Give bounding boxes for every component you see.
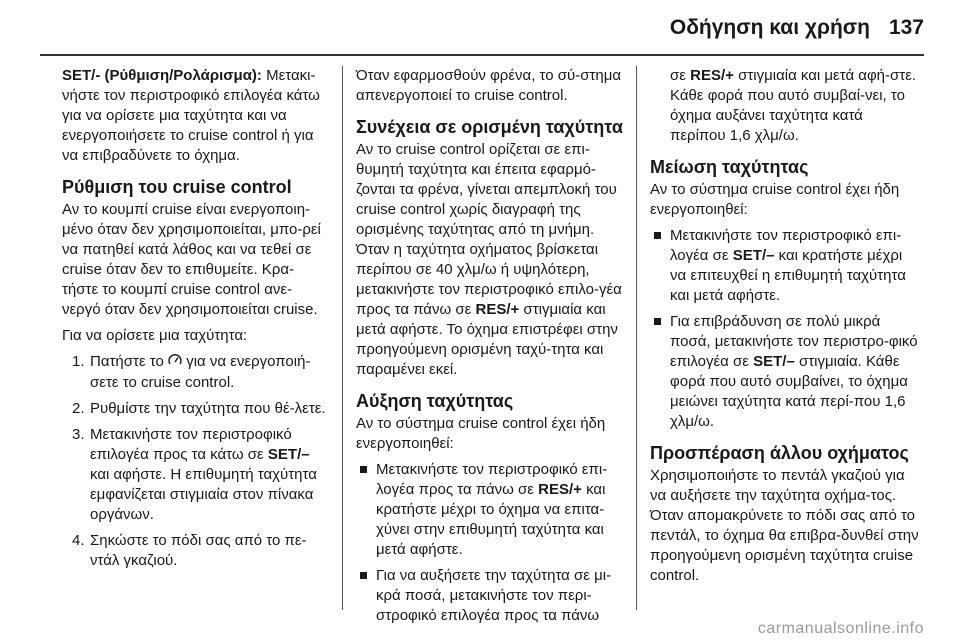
step-number: 2. [72, 400, 85, 417]
page-header [0, 0, 960, 54]
column-3 [650, 66, 920, 592]
section-heading: Προσπέραση άλλου οχήματος [650, 443, 909, 463]
list-item [62, 425, 330, 525]
text: Μετακινήστε τον περιστροφικό επι-λογέα προς τα πάνω σε [376, 461, 608, 498]
bullet-list [650, 226, 920, 432]
column-2 [356, 66, 624, 632]
column-1 [62, 66, 330, 577]
control-label: SET/– [267, 446, 310, 463]
control-label: SET/– [732, 247, 775, 264]
text: Για να αυξήσετε την ταχύτητα σε μι-κρά ποσά, μετακινήστε τον περι-στροφικό επιλογέα προς τα πάνω [376, 567, 612, 624]
control-label: SET/– [753, 353, 795, 370]
paragraph: Αν το κουμπί cruise είναι ενεργοποιη-μένο όταν δεν χρησιμοποιείται, μπο-ρεί να πατηθεί κατά λάθος και να τεθεί σε cruise όταν δεν το επιθυμείτε. Κρα-τήστε το κουμπί cruise control ανε-νεργό όταν δεν χρησιμοποιείται cruise. [62, 201, 321, 318]
section-heading: Αύξηση ταχύτητας [356, 391, 514, 411]
paragraph [62, 66, 330, 166]
paragraph: Αν το σύστημα cruise control έχει ήδη ενεργοποιηθεί: [650, 181, 900, 218]
page-title: Οδήγηση και χρήση [669, 16, 870, 39]
list-item [62, 399, 330, 419]
paragraph: Χρησιμοποιήστε το πεντάλ γκαζιού για να αυξήσετε την ταχύτητα οχήμα-τος. Όταν απομακρύνετε το πόδι σας από το πεντάλ, το όχημα θα επιβρα-δυνθεί στην προηγούμενη ορισμένη ταχύτητα cruise control. [650, 467, 919, 584]
column-divider [342, 66, 343, 610]
list-item [356, 460, 624, 560]
control-label: RES/+ [538, 481, 582, 498]
step-text: Μετακινήστε τον περιστροφικό επιλογέα προς τα κάτω σε [90, 426, 292, 463]
list-item [62, 531, 330, 571]
set-text: Μετακι-νήστε τον περιστροφικό επιλογέα κάτω για να ορίσετε μια ταχύτητα και να ενεργοποιήσετε το cruise control ή για να επιβραδύνετε το όχημα. [62, 67, 320, 164]
step-text: Ρυθμίστε την ταχύτητα που θέ-λετε. [90, 400, 326, 417]
steps-list [62, 352, 330, 571]
text: και κρατήστε μέχρι το όχημα να επιτα-χύνει στην επιθυμητή ταχύτητα και μετά αφήστε. [376, 481, 606, 558]
step-text: και αφήστε. Η επιθυμητή ταχύτητα εμφανίζεται στιγμιαία στον πίνακα οργάνων. [90, 466, 317, 523]
section-heading: Συνέχεια σε ορισμένη ταχύτητα [356, 117, 623, 137]
text: στιγμιαία. Κάθε φορά που αυτό συμβαίνει, το όχημα μειώνει ταχύτητα κατά περί-που 1,6 χλμ/ω. [670, 353, 908, 430]
list-item [650, 226, 920, 306]
paragraph [356, 140, 624, 380]
step-number: 1. [72, 353, 85, 370]
text: στιγμιαία και μετά αφή-στε. Κάθε φορά που αυτό συμβαί-νει, το όχημα αυξάνει ταχύτητα κατά περίπου 1,6 χλμ/ω. [670, 67, 917, 144]
control-label: RES/+ [475, 301, 520, 318]
text: στιγμιαία και μετά αφήστε. Το όχημα επιστρέφει στην προηγούμενη ορισμένη ταχύ-τητα και παραμένει εκεί. [356, 301, 618, 378]
bullet-list [356, 460, 624, 626]
set-lead: SET/- (Ρύθμιση/Ρολάρισμα): [62, 67, 262, 84]
header-rule [40, 54, 924, 56]
page-number: 137 [888, 16, 924, 39]
section-heading: Μείωση ταχύτητας [650, 157, 809, 177]
text: Μετακινήστε τον περιστροφικό επι-λογέα σε [670, 227, 902, 264]
list-item [650, 312, 920, 432]
paragraph: Για να ορίσετε μια ταχύτητα: [62, 327, 248, 344]
step-number: 3. [72, 426, 85, 443]
text: Για επιβράδυνση σε πολύ μικρά ποσά, μετακινήστε τον περιστρο-φικό επιλογέα σε [670, 313, 918, 370]
cruise-control-icon [168, 353, 182, 373]
list-item [356, 566, 624, 626]
column-divider [636, 66, 637, 610]
list-item [62, 352, 330, 393]
watermark: carmanualsonline.info [757, 620, 924, 637]
text: και κρατήστε μέχρι να επιτευχθεί η επιθυμητή ταχύτητα και μετά αφήστε. [670, 247, 906, 304]
step-text: Σηκώστε το πόδι σας από το πε-ντάλ γκαζιού. [90, 532, 307, 569]
step-text: για να ενεργοποιή-σετε το cruise control. [90, 353, 311, 391]
paragraph [650, 66, 920, 146]
control-label: RES/+ [690, 67, 734, 84]
text: σε [670, 67, 691, 84]
section-heading: Ρύθμιση του cruise control [62, 177, 292, 197]
text: Αν το cruise control ορίζεται σε επι-θυμητή ταχύτητα και έπειτα εφαρμό-ζονται τα φρένα, γίνεται απεμπλοκή του cruise control χωρίς διαγραφή της ορισμένης ταχύτητας από τη μνήμη. Όταν η ταχύτητα οχήματος βρίσκεται περίπου σε 40 χλμ/ω ή υψηλότερη, μετακινήστε τον περιστροφικό επιλο-γέα προς τα πάνω σε [356, 141, 622, 318]
step-text: Πατήστε το [90, 353, 169, 370]
paragraph: Αν το σύστημα cruise control έχει ήδη ενεργοποιηθεί: [356, 415, 606, 452]
paragraph: Όταν εφαρμοσθούν φρένα, το σύ-στημα απενεργοποιεί το cruise control. [356, 67, 622, 104]
step-number: 4. [72, 532, 85, 549]
